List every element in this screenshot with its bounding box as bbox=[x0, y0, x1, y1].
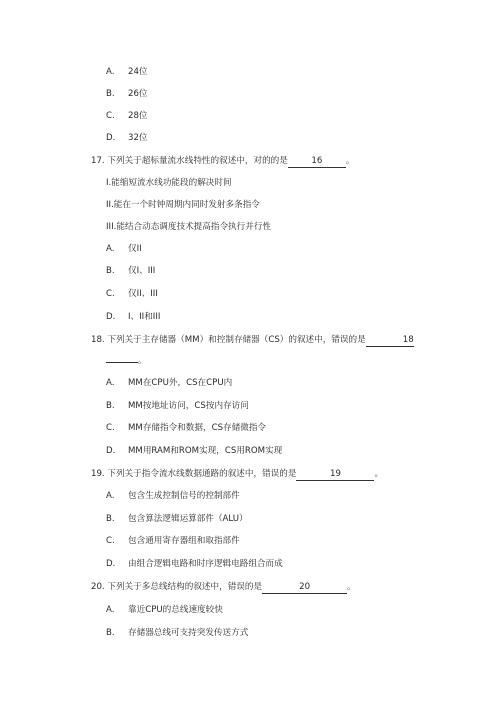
option-letter: A. bbox=[106, 378, 115, 388]
option-letter: A. bbox=[106, 67, 115, 77]
q20-option-b bbox=[106, 627, 248, 639]
option-letter: B. bbox=[106, 266, 115, 276]
option-text: MM存储指令和数据，CS存储微指令 bbox=[128, 423, 267, 433]
q17-option-b bbox=[106, 265, 155, 277]
option-letter: C. bbox=[106, 111, 115, 121]
answer-blank: 18 bbox=[366, 335, 414, 347]
q18-option-d bbox=[106, 445, 282, 457]
q17-option-c bbox=[106, 288, 158, 300]
option-text: MM用RAM和ROM实现，CS用ROM实现 bbox=[128, 446, 283, 456]
option-letter: B. bbox=[106, 514, 115, 524]
answer-blank: 16 bbox=[288, 156, 346, 168]
option-text: 包含算法逻辑运算部件（ALU） bbox=[128, 514, 248, 524]
question-text: 17. 下列关于超标量流水线特性的叙述中，对的的是 bbox=[91, 156, 288, 166]
q20-stem bbox=[91, 581, 356, 594]
option-text: 包含生成控制信号的控制部件 bbox=[128, 491, 240, 501]
option-letter: B. bbox=[106, 89, 115, 99]
q17-statement-3: III.能结合动态调度技术提高指令执行并行性 bbox=[106, 222, 272, 232]
question-end: 。 bbox=[347, 582, 356, 592]
option-letter: C. bbox=[106, 536, 115, 546]
q19-stem bbox=[91, 468, 383, 481]
question-end: 。 bbox=[138, 356, 147, 366]
option-text: 靠近CPU的总线速度较快 bbox=[128, 605, 223, 615]
q17-option-d bbox=[106, 311, 160, 323]
question-end: 。 bbox=[374, 469, 384, 479]
question-text: 20. 下列关于多总线结构的叙述中，错误的是 bbox=[91, 582, 263, 592]
option-text: 28位 bbox=[128, 111, 148, 121]
option-text: 仅II bbox=[128, 244, 142, 254]
option-text: MM在CPU外，CS在CPU内 bbox=[128, 378, 233, 388]
q19-option-c bbox=[106, 535, 240, 547]
q17-option-a bbox=[106, 243, 142, 255]
q18-option-a bbox=[106, 377, 232, 389]
option-letter: B. bbox=[106, 628, 115, 638]
option-text: MM按地址访问，CS按内存访问 bbox=[128, 401, 249, 411]
question-text: 18. 下列关于主存储器（MM）和控制存储器（CS）的叙述中，错误的是 bbox=[91, 335, 366, 345]
option-text: 存储器总线可支持突发传送方式 bbox=[128, 628, 249, 638]
q16-option-a bbox=[106, 66, 148, 78]
option-text: 仅I、III bbox=[128, 266, 156, 276]
option-letter: C. bbox=[106, 289, 115, 299]
q18-stem bbox=[91, 334, 414, 347]
q20-option-a bbox=[106, 604, 223, 616]
option-text: 包含通用寄存器组和取指部件 bbox=[128, 536, 240, 546]
answer-blank: 20 bbox=[262, 582, 347, 594]
option-letter: D. bbox=[106, 133, 116, 143]
option-letter: A. bbox=[106, 605, 115, 615]
option-letter: D. bbox=[106, 312, 116, 322]
q18-option-c bbox=[106, 422, 266, 434]
option-text: 32位 bbox=[128, 133, 148, 143]
option-text: 仅II、III bbox=[128, 289, 158, 299]
q19-option-b bbox=[106, 513, 248, 525]
option-text: 26位 bbox=[128, 89, 148, 99]
option-text: 24位 bbox=[128, 67, 148, 77]
option-text: I、II和III bbox=[128, 312, 161, 322]
q18-option-b bbox=[106, 400, 249, 412]
option-letter: D. bbox=[106, 559, 116, 569]
q16-option-c bbox=[106, 110, 148, 122]
option-letter: D. bbox=[106, 446, 116, 456]
option-letter: C. bbox=[106, 423, 115, 433]
option-letter: A. bbox=[106, 244, 115, 254]
answer-blank: 19 bbox=[296, 469, 374, 481]
q17-statement-2: II.能在一个时钟周期内同时发射多条指令 bbox=[106, 200, 260, 210]
option-letter: B. bbox=[106, 401, 115, 411]
option-text: 由组合逻辑电路和时序逻辑电路组合而成 bbox=[128, 559, 283, 569]
q19-option-a bbox=[106, 490, 240, 502]
q16-option-d bbox=[106, 132, 148, 144]
q18-stem-continuation bbox=[106, 355, 147, 367]
question-text: 19. 下列关于指令流水线数据通路的叙述中，错误的是 bbox=[91, 469, 297, 479]
q17-statement-1: I.能缩短流水线功能段的解决时间 bbox=[106, 178, 232, 188]
q16-option-b bbox=[106, 88, 148, 100]
q19-option-d bbox=[106, 558, 283, 570]
option-letter: A. bbox=[106, 491, 115, 501]
question-end: 。 bbox=[345, 156, 355, 166]
q17-stem bbox=[91, 155, 354, 168]
answer-blank-continued bbox=[106, 362, 138, 363]
